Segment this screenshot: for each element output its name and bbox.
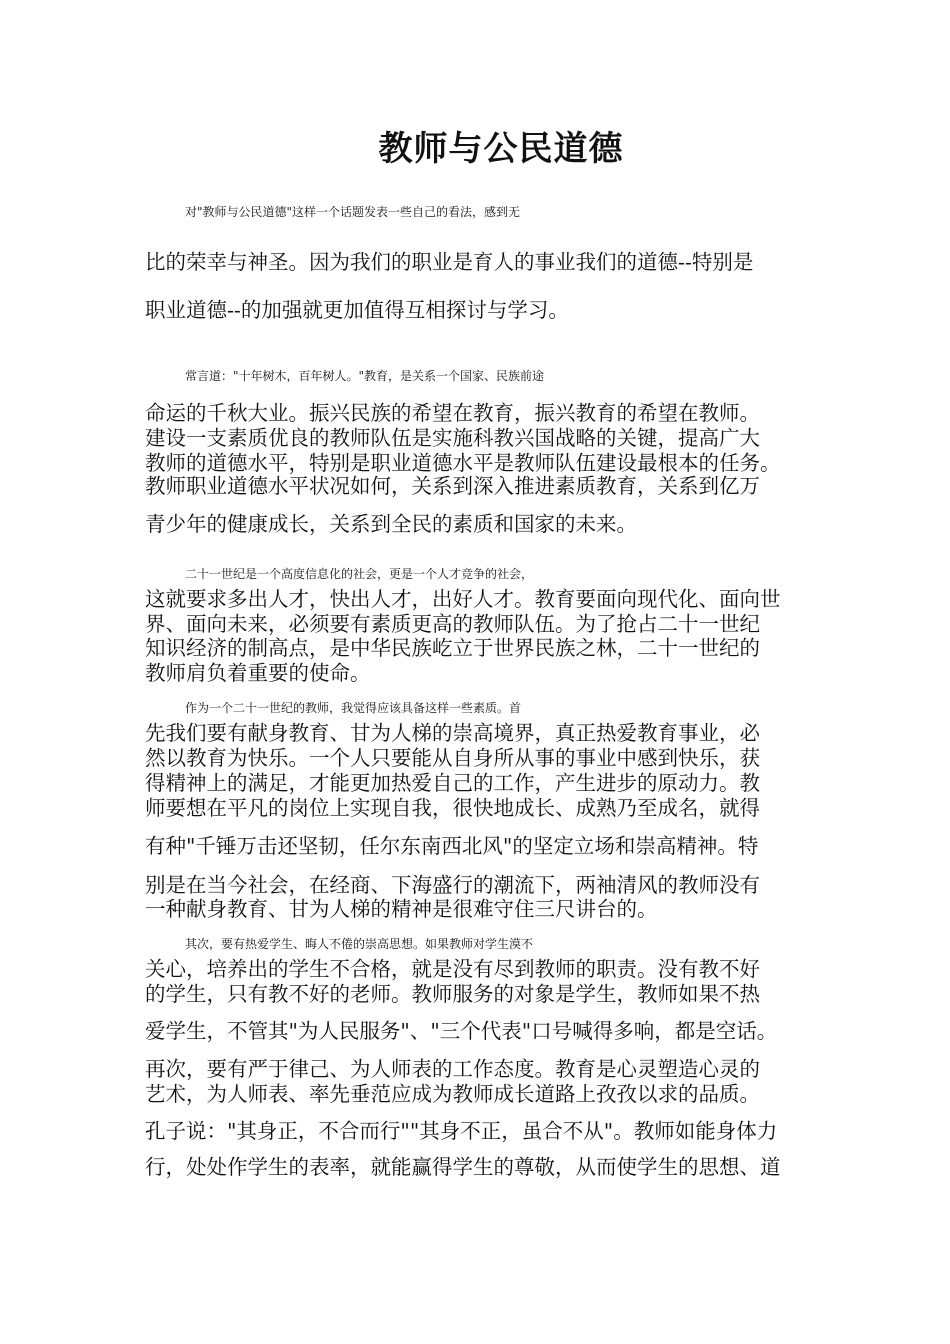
paragraph-line: 常言道："十年树木，百年树人。"教育，是关系一个国家、民族前途	[185, 369, 545, 383]
paragraph-line: 孔子说："其身正，不合而行""其身不正，虽合不从"。教师如能身体力	[145, 1119, 778, 1143]
paragraph-line: 作为一个二十一世纪的教师，我觉得应该具备这样一些素质。首	[185, 701, 522, 715]
paragraph-line: 建设一支素质优良的教师队伍是实施科教兴国战略的关键，提高广大	[145, 426, 760, 450]
paragraph-line: 二十一世纪是一个高度信息化的社会，更是一个人才竞争的社会，	[185, 567, 534, 581]
paragraph-line: 行，处处作学生的表率，就能赢得学生的尊敬，从而使学生的思想、道	[145, 1155, 781, 1179]
paragraph-line: 教师职业道德水平状况如何，关系到深入推进素质教育，关系到亿万	[145, 474, 760, 498]
paragraph-line: 的学生，只有教不好的老师。教师服务的对象是学生，教师如果不热	[145, 982, 760, 1006]
paragraph-line: 有种"千锤万击还坚韧，任尔东南西北风"的坚定立场和崇高精神。特	[145, 834, 759, 858]
paragraph-line: 职业道德--的加强就更加值得互相探讨与学习。	[145, 298, 569, 322]
paragraph-line: 知识经济的制高点，是中华民族屹立于世界民族之林，二十一世纪的	[145, 636, 760, 660]
paragraph-line: 青少年的健康成长，关系到全民的素质和国家的未来。	[145, 512, 637, 536]
paragraph-line: 教师的道德水平，特别是职业道德水平是教师队伍建设最根本的任务。	[145, 451, 781, 475]
paragraph-line: 比的荣幸与神圣。因为我们的职业是育人的事业我们的道德--特别是	[145, 250, 754, 274]
paragraph-line: 其次，要有热爱学生、晦人不倦的崇高思想。如果教师对学生漠不	[185, 937, 534, 951]
paragraph-line: 然以教育为快乐。一个人只要能从自身所从事的事业中感到快乐，获	[145, 746, 760, 770]
paragraph-line: 先我们要有献身教育、甘为人梯的崇高境界，真正热爱教育事业，必	[145, 721, 760, 745]
paragraph-line: 教师肩负着重要的使命。	[145, 661, 371, 685]
paragraph-line: 关心，培养出的学生不合格，就是没有尽到教师的职责。没有教不好	[145, 957, 760, 981]
paragraph-line: 界、面向未来，必须要有素质更高的教师队伍。为了抢占二十一世纪	[145, 612, 760, 636]
paragraph-line: 命运的千秋大业。振兴民族的希望在教育，振兴教育的希望在教师。	[145, 401, 760, 425]
paragraph-line: 艺术，为人师表、率先垂范应成为教师成长道路上孜孜以求的品质。	[145, 1082, 760, 1106]
paragraph-line: 得精神上的满足，才能更加热爱自己的工作，产生进步的原动力。教	[145, 771, 760, 795]
paragraph-line: 再次，要有严于律己、为人师表的工作态度。教育是心灵塑造心灵的	[145, 1057, 760, 1081]
paragraph-line: 对"教师与公民道德"这样一个话题发表一些自己的看法，感到无	[185, 205, 521, 219]
paragraph-line: 别是在当今社会，在经商、下海盛行的潮流下，两袖清风的教师没有	[145, 873, 760, 897]
paragraph-line: 师要想在平凡的岗位上实现自我，很快地成长、成熟乃至成名，就得	[145, 796, 760, 820]
paragraph-line: 一种献身教育、甘为人梯的精神是很难守住三尺讲台的。	[145, 897, 658, 921]
paragraph-line: 这就要求多出人才，快出人才，出好人才。教育要面向现代化、面向世	[145, 587, 781, 611]
document-title: 教师与公民道德	[378, 129, 624, 169]
paragraph-line: 爱学生，不管其"为人民服务"、"三个代表"口号喊得多响，都是空话。	[145, 1019, 778, 1043]
